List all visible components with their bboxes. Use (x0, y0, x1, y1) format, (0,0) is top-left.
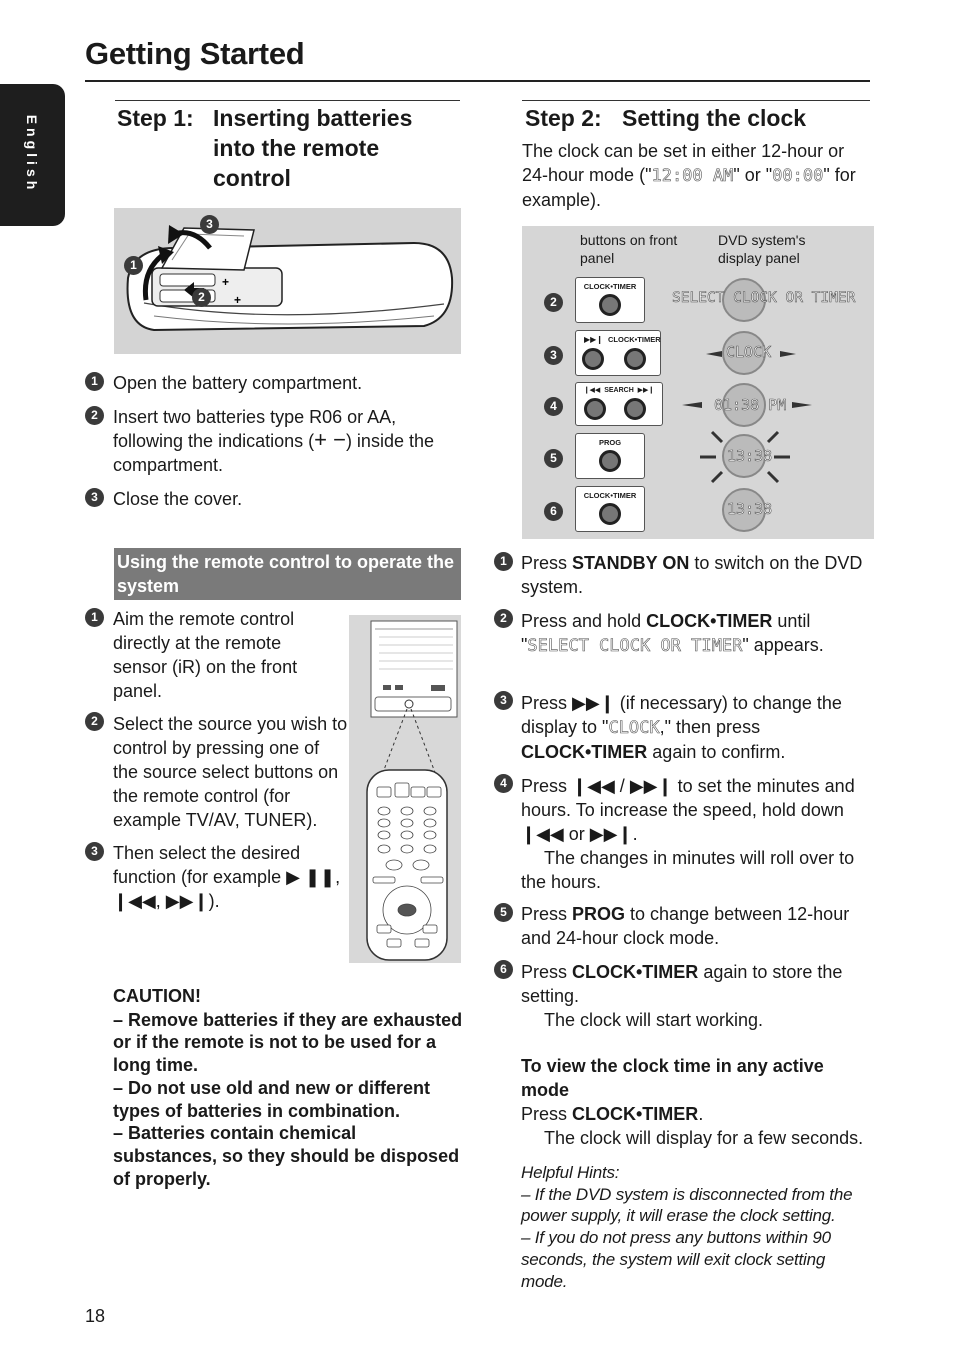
step2-item-4: Press ❙◀◀ / ▶▶❙ to set the minutes and hours. To increase the speed, hold down ❙◀◀ or ▶▶❙. The changes in minutes will roll over to the hours. (521, 774, 871, 894)
step1-item-num: 1 (85, 372, 104, 391)
step2-item-num: 6 (494, 960, 513, 979)
page-number: 18 (85, 1306, 106, 1326)
step1-item-num: 3 (85, 488, 104, 507)
step2-item-3: Press ▶▶❙ (if necessary) to change the display to "CLOCK," then press CLOCK•TIMER again to confirm. (521, 693, 842, 762)
front-panel-button-group: ▶▶❙ CLOCK•TIMER (575, 330, 661, 376)
front-panel-button-group: ❙◀◀ SEARCH ▶▶❙ (575, 382, 663, 426)
step2-item-4-note: The changes in minutes will roll over to the hours. (521, 848, 855, 892)
hint-line: – If you do not press any buttons within 90 seconds, the system will exit clock setting mode. (521, 1228, 831, 1291)
svg-text:+: + (222, 275, 230, 289)
clock-setting-illustration (522, 226, 874, 539)
step1-item-2: Insert two batteries type R06 or AA, following the indications (+ −) inside the compartment. (113, 407, 434, 475)
remote-item-num: 2 (85, 712, 104, 731)
lcd-24h-example: 00:00 (772, 166, 824, 186)
svg-text:+: + (234, 293, 242, 307)
remote-item-2: Select the source you wish to control by pressing one of the source select buttons on the remote control (for example TV/AV, TUNER). (113, 714, 348, 830)
hints-title: Helpful Hints: (521, 1163, 620, 1182)
remote-aiming-illustration (349, 615, 461, 963)
language-tab (0, 84, 65, 226)
figure-col2-header: DVD system's display panel (718, 232, 806, 266)
front-panel-button-group: CLOCK•TIMER (575, 277, 645, 323)
step1-item-num: 2 (85, 406, 104, 425)
next-symbol: ▶▶❙ (629, 776, 673, 796)
figure-row-num: 3 (544, 346, 563, 365)
figure-label-3: 3 (200, 215, 219, 234)
section-banner: Using the remote control to operate the system (114, 548, 461, 600)
remote-item-num: 3 (85, 842, 104, 861)
view-clock-heading: To view the clock time in any active mode (521, 1056, 824, 1100)
step2-item-num: 5 (494, 903, 513, 922)
display-time-24h: 13:38 (727, 447, 773, 465)
step1-number: Step 1: (117, 105, 194, 131)
remote-item-3: Then select the desired function (for example ▶ ❚❚, ❙◀◀, ▶▶❙). (113, 843, 341, 911)
figure-row-num: 2 (544, 293, 563, 312)
display-time-24h-final: 13:38 (727, 500, 773, 518)
language-tab-label: English (24, 114, 40, 194)
previous-symbol: ❙◀◀ (572, 776, 615, 796)
view-clock-section: To view the clock time in any active mode Press CLOCK•TIMER. The clock will display for a few seconds. (521, 1054, 871, 1150)
step1-item-1: Open the battery compartment. (113, 373, 363, 393)
step2-item-1: Press STANDBY ON to switch on the DVD system. (521, 553, 863, 597)
remote-item-num: 1 (85, 608, 104, 627)
previous-symbol: ❙◀◀ (113, 891, 156, 911)
step2-item-6-note: The clock will start working. (544, 1010, 764, 1030)
caution-line: – Do not use old and new or different types of batteries in combination. (113, 1077, 431, 1121)
figure-label-2: 2 (192, 288, 211, 307)
hint-line: – If the DVD system is disconnected from the power supply, it will erase the clock setting. (521, 1184, 853, 1226)
next-symbol: ▶▶❙ (572, 693, 615, 713)
step2-item-6: Press CLOCK•TIMER again to store the setting. The clock will start working. (521, 960, 871, 1032)
figure-row-num: 6 (544, 502, 563, 521)
figure-row-num: 5 (544, 449, 563, 468)
front-panel-button-group: PROG (575, 433, 645, 479)
step2-number: Step 2: (525, 105, 602, 131)
display-select-clock-or-timer: SELECT CLOCK OR TIMER (672, 290, 856, 306)
figure-row-num: 4 (544, 397, 563, 416)
step2-item-5: Press PROG to change between 12-hour and 24-hour clock mode. (521, 904, 850, 948)
caution-title: CAUTION! (113, 986, 201, 1006)
remote-item-1: Aim the remote control directly at the remote sensor (iR) on the front panel. (113, 609, 298, 701)
step2-item-num: 1 (494, 552, 513, 571)
step2-item-num: 4 (494, 774, 513, 793)
battery-insertion-illustration (114, 208, 461, 354)
step2-title: Setting the clock (622, 105, 807, 131)
polarity-symbols: + − (314, 427, 346, 452)
previous-symbol: ❙◀◀ (521, 824, 564, 844)
title-rule (85, 80, 870, 82)
page-title: Getting Started (85, 36, 305, 71)
step2-intro: The clock can be set in either 12-hour or 24-hour mode ("12:00 AM" or "00:00" for example). (522, 141, 856, 210)
display-time-12h: 01:38 PM (714, 396, 787, 414)
figure-label-1: 1 (124, 256, 143, 275)
step2-item-2: Press and hold CLOCK•TIMER until "SELECT CLOCK OR TIMER" appears. (521, 611, 824, 656)
caution-line: – Remove batteries if they are exhausted or if the remote is not to be used for a long time. (113, 1009, 463, 1076)
display-clock: CLOCK (726, 343, 772, 361)
front-panel-button-group: CLOCK•TIMER (575, 486, 645, 532)
view-clock-note: The clock will display for a few seconds. (544, 1128, 864, 1148)
step2-item-num: 3 (494, 691, 513, 710)
step1-item-3: Close the cover. (113, 489, 243, 509)
lcd-12h-example: 12:00 AM (651, 166, 734, 186)
next-symbol: ▶▶❙ (589, 824, 633, 844)
caution-line: – Batteries contain chemical substances, so they should be disposed of properly. (113, 1123, 460, 1189)
step1-title: Inserting batteries into the remote control (213, 105, 413, 191)
step2-item-num: 2 (494, 609, 513, 628)
caution-box (113, 985, 463, 1190)
next-symbol: ▶▶❙ (165, 891, 209, 911)
figure-col1-header: buttons on front panel (580, 232, 678, 266)
helpful-hints (521, 1162, 873, 1292)
play-pause-symbol: ▶ ❚❚ (286, 867, 336, 887)
